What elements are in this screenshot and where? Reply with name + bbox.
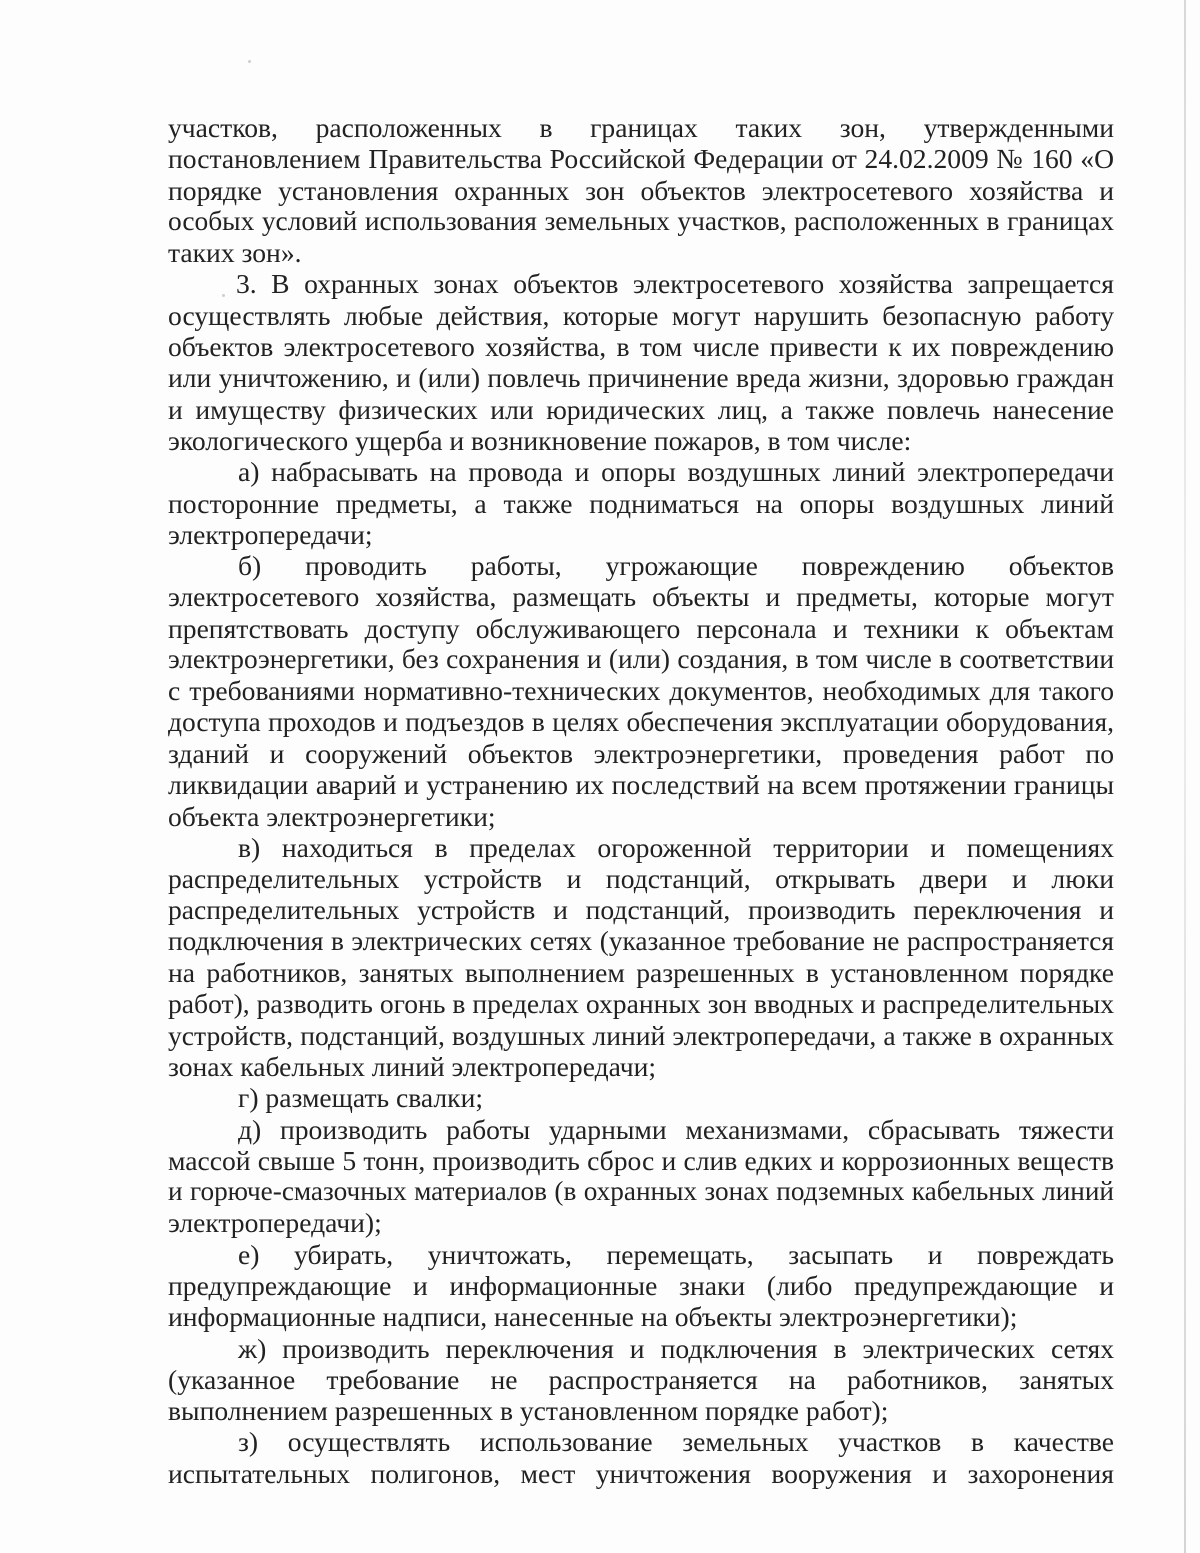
text-line: электропередачи); xyxy=(168,1207,382,1239)
text-line: осуществлять любые действия, которые могут нарушить безопасную работу xyxy=(168,299,1114,331)
text-line: посторонние предметы, а также подниматься на опоры воздушных линий xyxy=(168,487,1114,519)
text-line: д) производить работы ударными механизмами, сбрасывать тяжести xyxy=(238,1113,1114,1145)
text-line: устройств, подстанций, воздушных линий электропередачи, а также в охранных xyxy=(168,1019,1114,1051)
text-line: в) находиться в пределах огороженной территории и помещениях xyxy=(238,831,1114,863)
text-line: б) проводить работы, угрожающие повреждению объектов xyxy=(238,550,1114,582)
text-line: объекта электроэнергетики; xyxy=(168,800,496,832)
text-line: особых условий использования земельных участков, расположенных в границах xyxy=(168,205,1114,236)
text-line: испытательных полигонов, мест уничтожения вооружения и захоронения xyxy=(168,1457,1114,1489)
text-line: ликвидации аварий и устранению их последствий на всем протяжении границы xyxy=(168,769,1114,801)
text-line: информационные надписи, нанесенные на объекты электроэнергетики); xyxy=(168,1301,1018,1333)
text-line: з) осуществлять использование земельных участков в качестве xyxy=(238,1426,1114,1458)
text-line: или уничтожению, и (или) повлечь причинение вреда жизни, здоровью граждан xyxy=(168,362,1114,394)
document-paragraphs xyxy=(168,112,1114,1489)
text-line: препятствовать доступу обслуживающего персонала и техники к объектам xyxy=(168,612,1114,644)
text-line: массой свыше 5 тонн, производить сброс и слив едких и коррозионных веществ xyxy=(168,1144,1114,1176)
text-line: и имуществу физических или юридических лиц, а также повлечь нанесение xyxy=(168,393,1114,425)
text-line: распределительных устройств и подстанций, открывать двери и люки xyxy=(168,863,1114,895)
text-line: на работников, занятых выполнением разрешенных в установленном порядке xyxy=(168,957,1114,989)
text-line: предупреждающие и информационные знаки (либо предупреждающие и xyxy=(168,1269,1114,1301)
text-line: работ), разводить огонь в пределах охранных зон вводных и распределительных xyxy=(168,988,1114,1020)
text-line: и горюче-смазочных материалов (в охранных зонах подземных кабельных линий xyxy=(168,1176,1114,1207)
text-line: выполнением разрешенных в установленном порядке работ); xyxy=(168,1395,889,1427)
text-line: ж) производить переключения и подключения в электрических сетях xyxy=(238,1332,1114,1364)
text-line: распределительных устройств и подстанций, производить переключения и xyxy=(168,894,1114,926)
document-body xyxy=(168,112,1114,1489)
scan-speck xyxy=(248,60,251,63)
text-line: постановлением Правительства Российской Федерации от 24.02.2009 № 160 «О xyxy=(168,143,1114,175)
text-line: г) размещать свалки; xyxy=(238,1082,484,1114)
text-line: подключения в электрических сетях (указанное требование не распространяется xyxy=(168,925,1114,956)
text-line: электропередачи; xyxy=(168,518,373,550)
text-line: экологического ущерба и возникновение пожаров, в том числе: xyxy=(168,424,912,456)
text-line: 3. В охранных зонах объектов электросетевого хозяйства запрещается xyxy=(236,268,1114,300)
text-line: порядке установления охранных зон объектов электросетевого хозяйства и xyxy=(168,174,1114,206)
text-line: объектов электросетевого хозяйства, в том числе привести к их повреждению xyxy=(168,331,1114,363)
text-line: зонах кабельных линий электропередачи; xyxy=(168,1050,657,1082)
text-line: электроэнергетики, без сохранения и (или) создания, в том числе в соответствии xyxy=(168,644,1114,675)
text-line: зданий и сооружений объектов электроэнергетики, проведения работ по xyxy=(168,737,1114,769)
text-line: таких зон». xyxy=(168,237,302,269)
text-line: е) убирать, уничтожать, перемещать, засыпать и повреждать xyxy=(238,1238,1114,1270)
text-line: электросетевого хозяйства, размещать объекты и предметы, которые могут xyxy=(168,581,1114,613)
text-line: а) набрасывать на провода и опоры воздушных линий электропередачи xyxy=(238,456,1114,488)
text-line: доступа проходов и подъездов в целях обеспечения эксплуатации оборудования, xyxy=(168,706,1114,737)
text-line: участков, расположенных в границах таких зон, утвержденными xyxy=(168,112,1114,143)
text-line: с требованиями нормативно-технических документов, необходимых для такого xyxy=(168,675,1114,707)
text-line: (указанное требование не распространяется на работников, занятых xyxy=(168,1363,1114,1395)
scan-edge-shadow xyxy=(1184,0,1186,1553)
